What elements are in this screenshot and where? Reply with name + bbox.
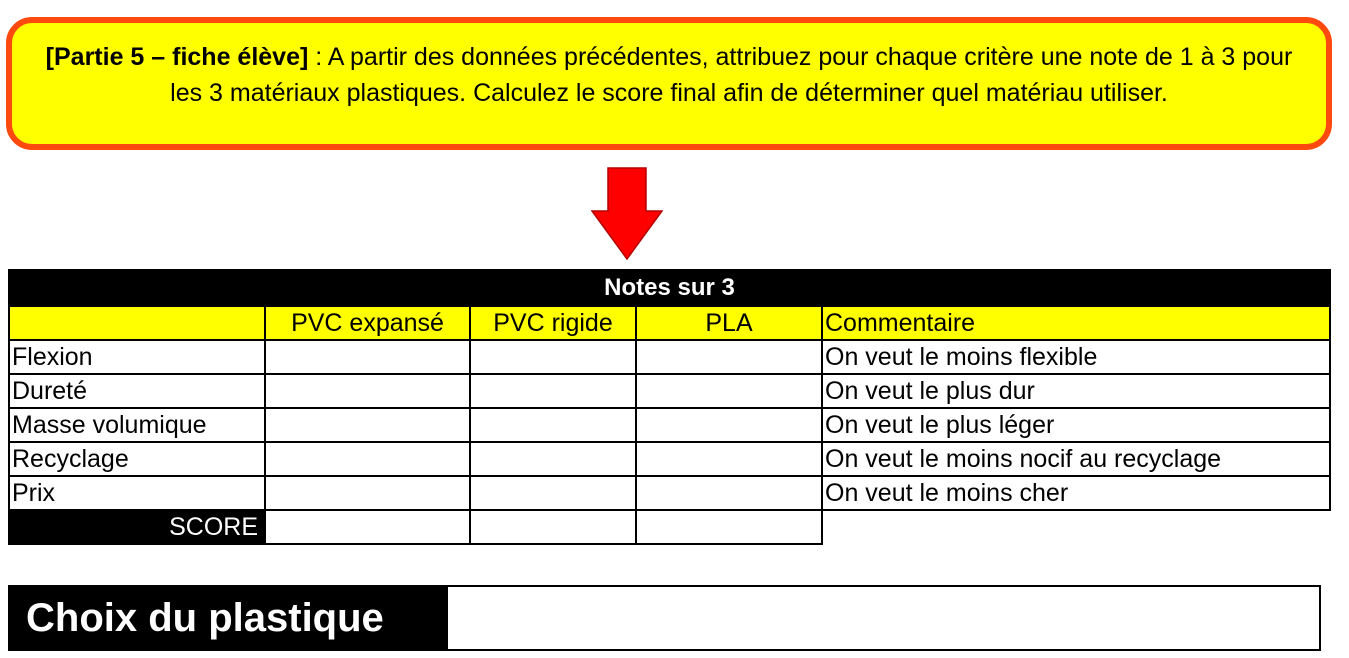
- score-cell-pvc-rigide[interactable]: [470, 442, 636, 476]
- score-row: [9, 510, 1330, 544]
- table-row: [9, 476, 1330, 510]
- score-cell-pvc-expanse[interactable]: [265, 374, 470, 408]
- criterion-label: Masse volumique: [9, 408, 265, 442]
- score-cell-pvc-rigide[interactable]: [470, 408, 636, 442]
- comment-cell: On veut le plus léger: [822, 408, 1330, 442]
- criterion-label: Prix: [9, 476, 265, 510]
- total-score-pvc-expanse[interactable]: [265, 510, 470, 544]
- score-cell-pvc-rigide[interactable]: [470, 476, 636, 510]
- score-cell-pla[interactable]: [636, 340, 822, 374]
- header-criterion: [9, 306, 265, 340]
- score-cell-pla[interactable]: [636, 374, 822, 408]
- instruction-lead: [Partie 5 – fiche élève]: [45, 43, 309, 71]
- comment-cell: On veut le moins flexible: [822, 340, 1330, 374]
- score-cell-pvc-expanse[interactable]: [265, 476, 470, 510]
- comment-cell: On veut le plus dur: [822, 374, 1330, 408]
- total-score-pla[interactable]: [636, 510, 822, 544]
- criterion-label: Dureté: [9, 374, 265, 408]
- score-cell-pvc-rigide[interactable]: [470, 340, 636, 374]
- down-arrow-icon: [591, 167, 663, 261]
- header-pla: PLA: [636, 306, 822, 340]
- header-pvc-expanse: PVC expansé: [265, 306, 470, 340]
- table-row: [9, 442, 1330, 476]
- total-score-pvc-rigide[interactable]: [470, 510, 636, 544]
- table-row: [9, 408, 1330, 442]
- instruction-text: : A partir des données précédentes, attribuez pour chaque critère une note de 1 à 3 pour les 3 matériaux plastiques. Calculez le score final afin de déterminer quel matériau utiliser.: [170, 43, 1293, 107]
- score-cell-pla[interactable]: [636, 476, 822, 510]
- criterion-label: Flexion: [9, 340, 265, 374]
- instruction-box: [6, 17, 1332, 150]
- table-row: [9, 340, 1330, 374]
- choice-field[interactable]: [446, 585, 1321, 651]
- score-cell-pvc-rigide[interactable]: [470, 374, 636, 408]
- comment-cell: On veut le moins nocif au recyclage: [822, 442, 1330, 476]
- header-pvc-rigide: PVC rigide: [470, 306, 636, 340]
- table-title-row: [9, 270, 1330, 306]
- score-cell-pvc-expanse[interactable]: [265, 408, 470, 442]
- empty-cell: [822, 510, 1330, 544]
- score-cell-pla[interactable]: [636, 442, 822, 476]
- header-commentaire: Commentaire: [822, 306, 1330, 340]
- score-cell-pvc-expanse[interactable]: [265, 442, 470, 476]
- score-cell-pla[interactable]: [636, 408, 822, 442]
- score-label: SCORE: [9, 510, 265, 544]
- table-title: Notes sur 3: [9, 270, 1330, 306]
- score-cell-pvc-expanse[interactable]: [265, 340, 470, 374]
- notes-table: [8, 269, 1331, 545]
- comment-cell: On veut le moins cher: [822, 476, 1330, 510]
- criterion-label: Recyclage: [9, 442, 265, 476]
- table-row: [9, 374, 1330, 408]
- choice-label: Choix du plastique: [8, 585, 446, 651]
- table-header-row: [9, 306, 1330, 340]
